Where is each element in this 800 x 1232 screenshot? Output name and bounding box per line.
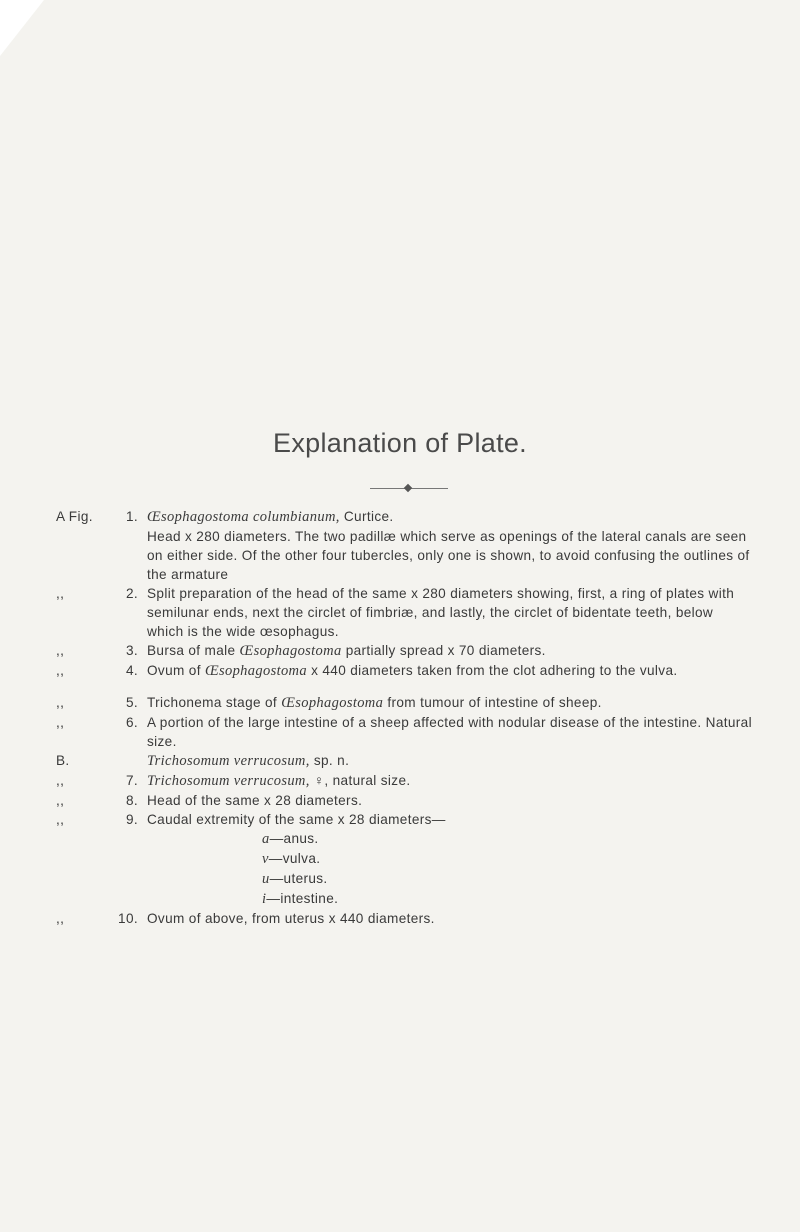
legend-value: —intestine. [266,891,339,906]
entry-text-part: Trichonema stage of [147,695,282,710]
entry-text-part: x 440 diameters taken from the clot adhering to the vulva. [306,663,678,678]
figure-entry [0,771,800,791]
entry-text-part: Ovum of [147,663,205,678]
title-ornament [370,488,448,489]
entry-number: 2. [125,586,138,601]
species-name: Œsophagostoma [204,663,307,679]
entry-text [147,527,752,584]
entry-text-part: Caudal extremity of the same x 28 diameters— [147,812,446,827]
entry-text-part: Head of the same x 28 diameters. [147,793,363,808]
entry-text-part: from tumour of intestine of sheep. [383,695,602,710]
legend-item [262,829,800,849]
entry-prefix: ,, [56,643,65,658]
legend-item [262,849,800,869]
entry-prefix: ,, [56,773,65,788]
species-name: Trichosomum verrucosum, [147,753,310,769]
legend-value: —uterus. [269,871,328,886]
entry-text-part: Head x 280 diameters. The two padillæ which serve as openings of the lateral canals are seen on either side. Of the other four tubercles, only one is shown, to avoid confusing the outlines of the armature [147,529,750,582]
figure-entry [0,810,800,829]
entry-number: 8. [125,793,138,808]
figure-entry [0,641,800,661]
species-name: Œsophagostoma [281,695,384,711]
entry-text-part: partially spread x 70 diameters. [341,643,546,658]
entry-number: 5. [125,695,138,710]
figure-entry [0,751,800,771]
entry-number: 6. [125,715,138,730]
entry-text-part: Bursa of male [147,643,240,658]
plate-explanation-list [0,507,800,928]
entry-text-part: Curtice. [339,509,394,524]
figure-entry [0,909,800,928]
entry-text [147,661,752,681]
entry-text [147,641,752,661]
entry-text-part: sp. n. [309,753,350,768]
entry-text [147,693,752,713]
entry-number: 7. [125,773,138,788]
entry-text [147,791,752,810]
figure-entry [0,791,800,810]
figure-entry [0,527,800,584]
entry-text-part: A portion of the large intestine of a sheep affected with nodular disease of the intestine. Natural size. [147,715,752,749]
legend-key: a [262,831,270,847]
entry-number: 10. [118,911,138,926]
figure-entry [0,693,800,713]
entry-prefix: B. [56,753,70,768]
legend-value: —vulva. [268,851,321,866]
entry-text [147,771,752,791]
species-name: Œsophagostoma columbianum, [147,509,340,525]
entry-text [147,584,752,641]
entry-prefix: ,, [56,586,65,601]
entry-text [147,713,752,751]
entry-text: Ovum of above, from uterus x 440 diameters. [147,911,435,926]
entry-prefix: A Fig. [56,509,93,524]
legend-item [262,869,800,889]
legend-item [262,889,800,909]
entry-prefix: ,, [56,812,65,827]
figure-entry [0,507,800,527]
entry-prefix: ,, [56,715,65,730]
entry-prefix: ,, [56,663,65,678]
figure-entry [0,584,800,641]
legend-key: i [262,891,267,907]
page-title: Explanation of Plate. [273,428,527,458]
entry-number: 4. [125,663,138,678]
entry-text [147,751,752,771]
entry-text-part: ♀, natural size. [309,773,411,788]
entry-prefix: ,, [56,695,65,710]
species-name: Trichosomum verrucosum, [147,773,310,789]
entry-prefix: ,, [56,911,65,926]
page-corner [0,0,44,56]
entry-text [147,810,752,829]
entry-number: 3. [125,643,138,658]
figure-entry [0,661,800,681]
entry-prefix: ,, [56,793,65,808]
entry-text-part: Split preparation of the head of the same x 280 diameters showing, first, a ring of plates with semilunar ends, next the circlet of fimbriæ, and lastly, the circlet of bidentate teeth, below which is the wide œsophagus. [147,586,735,639]
entry-number: 9. [125,812,138,827]
species-name: Œsophagostoma [239,643,342,659]
legend-key: v [262,851,269,867]
diamond-ornament-icon [404,484,412,492]
legend-key: u [262,871,270,887]
figure-entry [0,713,800,751]
entry-number: 1. [125,509,138,524]
legend-value: —anus. [269,831,319,846]
entry-text [147,507,752,527]
